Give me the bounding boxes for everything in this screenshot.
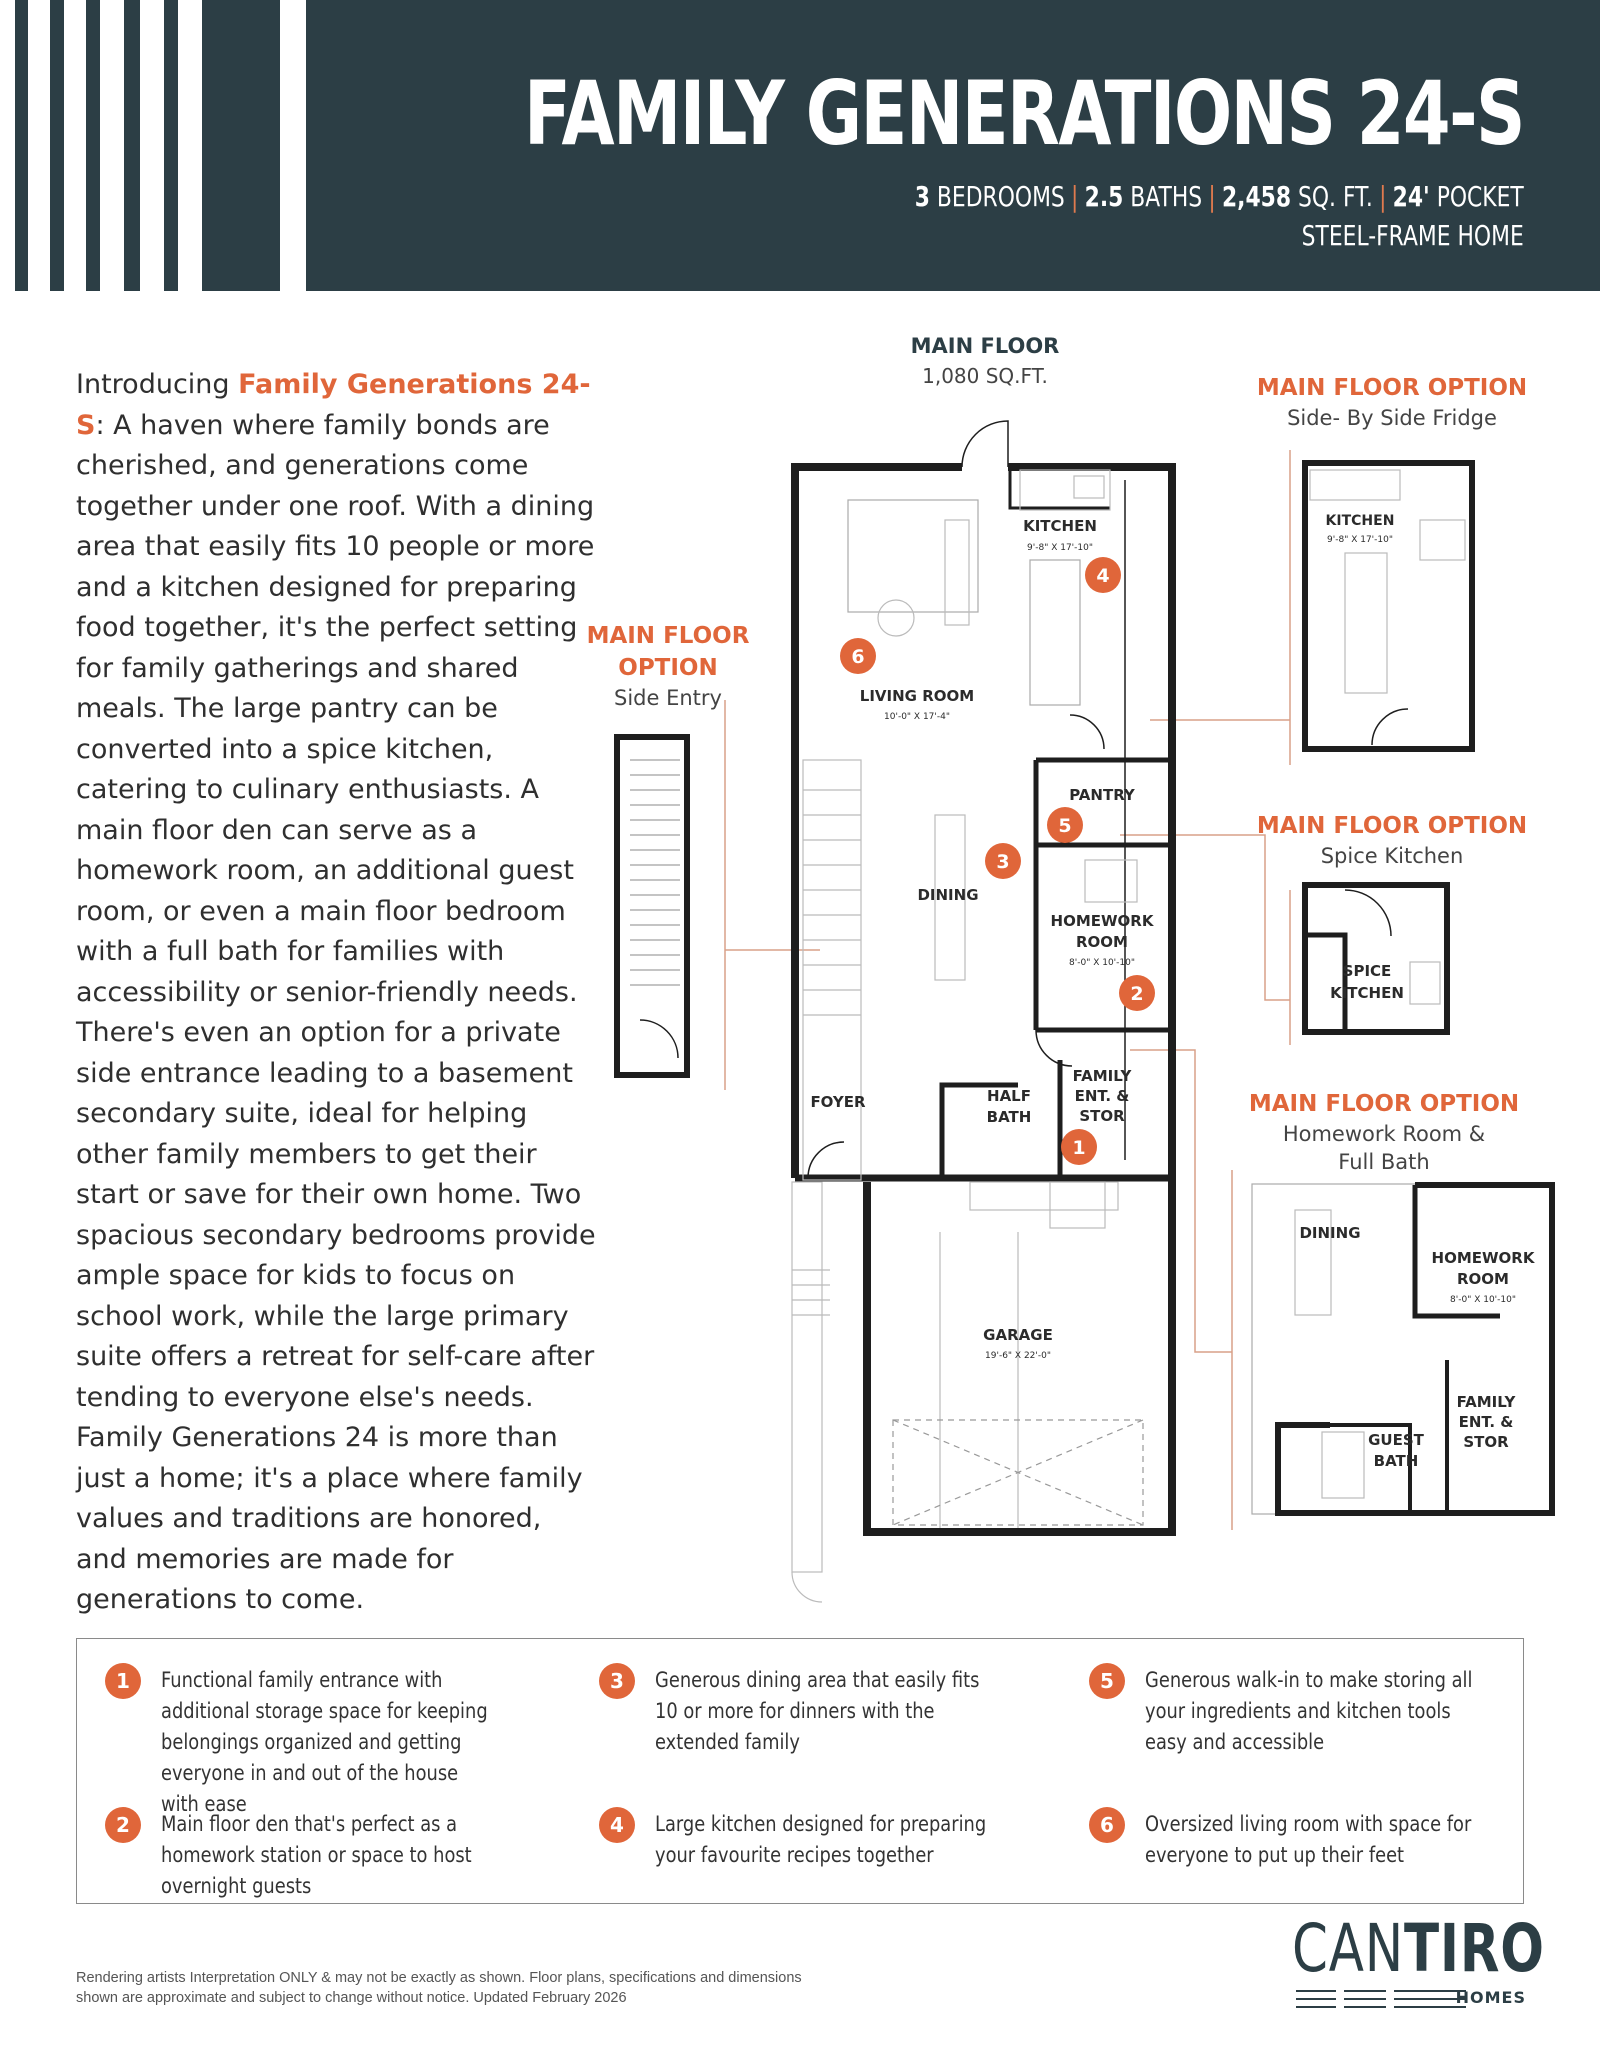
side-entry-subtitle: Side Entry (614, 686, 722, 710)
guest-bath-label-1: GUEST (1368, 1431, 1424, 1449)
pantry-label: PANTRY (1069, 786, 1135, 804)
homework-option-title: MAIN FLOOR OPTION (1248, 1091, 1520, 1117)
homework-dim: 8'-0" X 10'-10" (1069, 958, 1135, 968)
foyer-label: FOYER (810, 1093, 866, 1111)
plan-marker-1 (1061, 1129, 1097, 1165)
dining-label: DINING (917, 886, 979, 904)
bedrooms-label: BEDROOMS (937, 180, 1066, 213)
cantiro-logo (1292, 1910, 1545, 2016)
feature-number: 1 (105, 1663, 141, 1699)
intro-body: : A haven where family bonds are cherished, and generations come together under one roof. With a dining area that easily fits 10 people or more and a kitchen designed for preparing food together, it's the perfect setting for family gatherings and shared meals. The large pantry can be converted into a spice kitchen, catering to culinary enthusiasts. A main floor den can serve as a homework room, an additional guest room, or even a main floor bedroom with a full bath for families with accessibility or senior-friendly needs. There's even an option for a private side entrance leading to a basement secondary suite, ideal for helping other family members to get their start or save for their own home. Two spacious secondary bedrooms provide ample space for kids to focus on school work, while the large primary suite offers a retreat for self-care after tending to everyone else's needs. Family Generations 24 is more than just a home; it's a place where family values and traditions are honored, and memories are made for generations to come. (76, 409, 596, 1615)
option-homework-label-1: HOMEWORK (1431, 1249, 1535, 1267)
spice-option-plan (1305, 885, 1447, 1032)
spice-option-title: MAIN FLOOR OPTION (1256, 813, 1528, 839)
fridge-option-plan (1305, 463, 1472, 749)
guest-bath-label-2: BATH (1373, 1452, 1419, 1470)
fridge-option-subtitle: Side- By Side Fridge (1287, 406, 1497, 430)
option-homework-dim: 8'-0" X 10'-10" (1450, 1295, 1516, 1305)
main-floor-title: MAIN FLOOR (910, 334, 1060, 358)
baths-label: BATHS (1130, 180, 1203, 213)
fridge-option-title: MAIN FLOOR OPTION (1256, 375, 1528, 401)
spice-option-subtitle: Spice Kitchen (1320, 844, 1464, 868)
half-bath-label-2: BATH (986, 1108, 1032, 1126)
home-specs: 3 BEDROOMS | 2.5 BATHS | 2,458 SQ. FT. | 24' POCKET (914, 180, 1524, 213)
feature-text: Generous dining area that easily fits 10 or more for dinners with the extended family (655, 1668, 980, 1754)
plan-marker-6 (840, 638, 876, 674)
plan-marker-3 (985, 843, 1021, 879)
half-bath-label-1: HALF (987, 1087, 1031, 1105)
intro-lead: Introducing (76, 369, 239, 400)
svg-text:4: 4 (1096, 565, 1110, 587)
main-floor-plan (792, 421, 1172, 1602)
feature-number: 6 (1089, 1807, 1125, 1843)
bedrooms-count: 3 (914, 180, 931, 213)
intro-home-name: Family Generations 24-S (76, 369, 591, 441)
homework-option-subtitle-2: Full Bath (1338, 1150, 1430, 1174)
features-box (76, 1638, 1524, 1904)
family-entrance-label-3: STOR (1079, 1107, 1125, 1125)
spice-kitchen-label-2: KITCHEN (1330, 984, 1404, 1002)
option-family-label-1: FAMILY (1456, 1393, 1516, 1411)
pocket-label: POCKET (1436, 180, 1524, 213)
plan-marker-4 (1085, 557, 1121, 593)
side-entry-plan (617, 737, 687, 1075)
homework-label-2: ROOM (1076, 933, 1128, 951)
logo-lines-icon (1296, 1988, 1466, 2010)
option-dining-label: DINING (1299, 1224, 1361, 1242)
fridge-kitchen-label: KITCHEN (1325, 513, 1395, 529)
home-type: STEEL-FRAME HOME (1301, 219, 1524, 252)
baths-count: 2.5 (1084, 180, 1124, 213)
svg-text:5: 5 (1058, 815, 1072, 837)
sqft-count: 2,458 (1222, 180, 1292, 213)
family-entrance-label-2: ENT. & (1074, 1087, 1130, 1105)
svg-text:3: 3 (996, 851, 1010, 873)
feature-number: 2 (105, 1807, 141, 1843)
feature-number: 5 (1089, 1663, 1125, 1699)
svg-text:6: 6 (851, 646, 865, 668)
plan-marker-2 (1119, 975, 1155, 1011)
feature-text: Main floor den that's perfect as a homework station or space to host overnight guests (161, 1812, 472, 1898)
feature-number: 4 (599, 1807, 635, 1843)
kitchen-dim: 9'-8" X 17'-10" (1027, 543, 1093, 553)
option-homework-label-2: ROOM (1457, 1270, 1509, 1288)
side-entry-title: MAIN FLOOR OPTION (586, 623, 750, 681)
feature-text: Functional family entrance with additional storage space for keeping belongings organized and getting everyone in and out of the house with ease (161, 1668, 488, 1816)
option-family-label-2: ENT. & (1458, 1413, 1514, 1431)
family-entrance-label-1: FAMILY (1072, 1067, 1132, 1085)
logo-subtitle: HOMES (1455, 1988, 1526, 2007)
living-room-dim: 10'-0" X 17'-4" (884, 712, 950, 722)
sqft-label: SQ. FT. (1298, 180, 1374, 213)
fridge-kitchen-dim: 9'-8" X 17'-10" (1327, 535, 1393, 545)
garage-dim: 19'-6" X 22'-0" (985, 1351, 1051, 1361)
option-family-label-3: STOR (1463, 1433, 1509, 1451)
homework-label-1: HOMEWORK (1050, 912, 1154, 930)
svg-text:2: 2 (1130, 983, 1144, 1005)
spice-kitchen-label-1: SPICE (1342, 962, 1392, 980)
plan-marker-5 (1047, 807, 1083, 843)
disclaimer: Rendering artists Interpretation ONLY & may not be exactly as shown. Floor plans, specifications and dimensions shown are approximate and subject to change without notice. Updated February 2026 (76, 1970, 802, 2006)
feature-text: Generous walk-in to make storing all your ingredients and kitchen tools easy and accessible (1145, 1668, 1473, 1754)
feature-number: 3 (599, 1663, 635, 1699)
kitchen-label: KITCHEN (1023, 517, 1097, 535)
garage-label: GARAGE (983, 1326, 1053, 1344)
main-floor-area: 1,080 SQ.FT. (922, 364, 1048, 388)
pocket-size: 24' (1392, 180, 1430, 213)
living-room-label: LIVING ROOM (859, 687, 975, 705)
svg-text:1: 1 (1072, 1137, 1086, 1159)
logo-wordmark: CANTIRO (1292, 1910, 1545, 1987)
feature-text: Oversized living room with space for everyone to put up their feet (1145, 1812, 1472, 1867)
homework-option-subtitle-1: Homework Room & (1282, 1122, 1486, 1146)
page-title: FAMILY GENERATIONS 24-S (524, 62, 1524, 165)
feature-text: Large kitchen designed for preparing your favourite recipes together (655, 1812, 987, 1867)
